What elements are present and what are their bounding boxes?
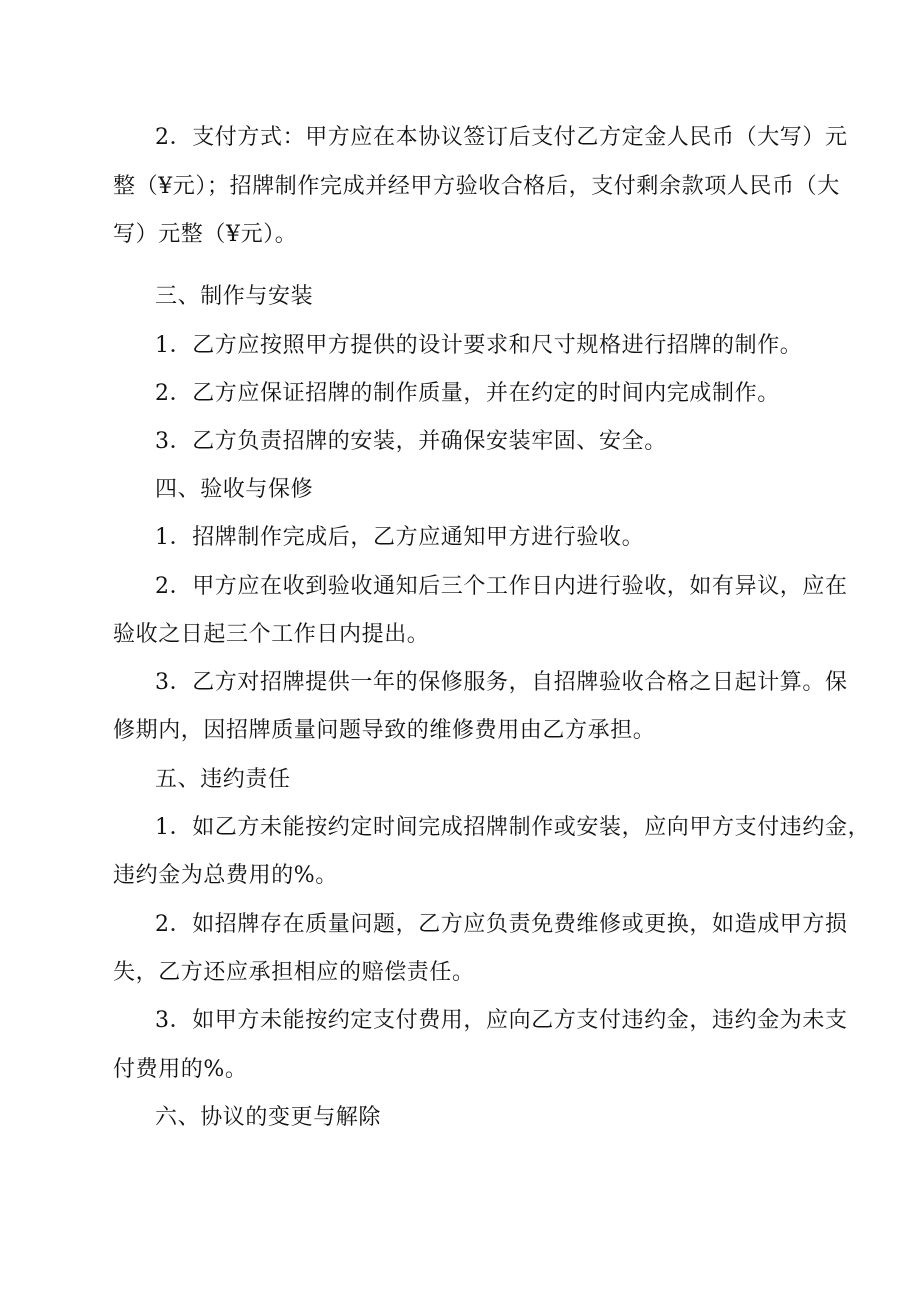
- payment-clause-line-2: 整（¥元）；招牌制作完成并经甲方验收合格后，支付剩余款项人民币（大: [113, 174, 840, 199]
- section-heading-production-installation: 三、制作与安装: [155, 284, 314, 309]
- breach-item-3-line-2: 付费用的%。: [113, 1057, 248, 1082]
- payment-clause-line-1: 2．支付方式：甲方应在本协议签订后支付乙方定金人民币（大写）元: [155, 125, 848, 150]
- acceptance-item-3-line-2: 修期内，因招牌质量问题导致的维修费用由乙方承担。: [113, 718, 656, 743]
- section-heading-change-termination: 六、协议的变更与解除: [155, 1105, 382, 1130]
- breach-item-2-line-1: 2．如招牌存在质量问题，乙方应负责免费维修或更换，如造成甲方损: [155, 912, 848, 937]
- breach-item-2-line-2: 失，乙方还应承担相应的赔偿责任。: [113, 960, 475, 985]
- section-heading-breach-liability: 五、违约责任: [155, 767, 291, 792]
- acceptance-item-3-line-1: 3．乙方对招牌提供一年的保修服务，自招牌验收合格之日起计算。保: [155, 670, 848, 695]
- section-heading-acceptance-warranty: 四、验收与保修: [155, 477, 314, 502]
- acceptance-item-2-line-2: 验收之日起三个工作日内提出。: [113, 622, 430, 647]
- acceptance-item-2-line-1: 2．甲方应在收到验收通知后三个工作日内进行验收，如有异议，应在: [155, 574, 848, 599]
- breach-item-1-line-2: 违约金为总费用的%。: [113, 863, 338, 888]
- breach-item-3-line-1: 3．如甲方未能按约定支付费用，应向乙方支付违约金，违约金为未支: [155, 1008, 848, 1033]
- production-item-1: 1．乙方应按照甲方提供的设计要求和尺寸规格进行招牌的制作。: [155, 333, 803, 358]
- acceptance-item-1: 1．招牌制作完成后，乙方应通知甲方进行验收。: [155, 525, 645, 550]
- production-item-3: 3．乙方负责招牌的安装，并确保安装牢固、安全。: [155, 429, 667, 454]
- production-item-2: 2．乙方应保证招牌的制作质量，并在约定的时间内完成制作。: [155, 381, 780, 406]
- payment-clause-line-3: 写）元整（¥元）。: [113, 222, 298, 247]
- breach-item-1-line-1: 1．如乙方未能按约定时间完成招牌制作或安装，应向甲方支付违约金，: [155, 815, 871, 840]
